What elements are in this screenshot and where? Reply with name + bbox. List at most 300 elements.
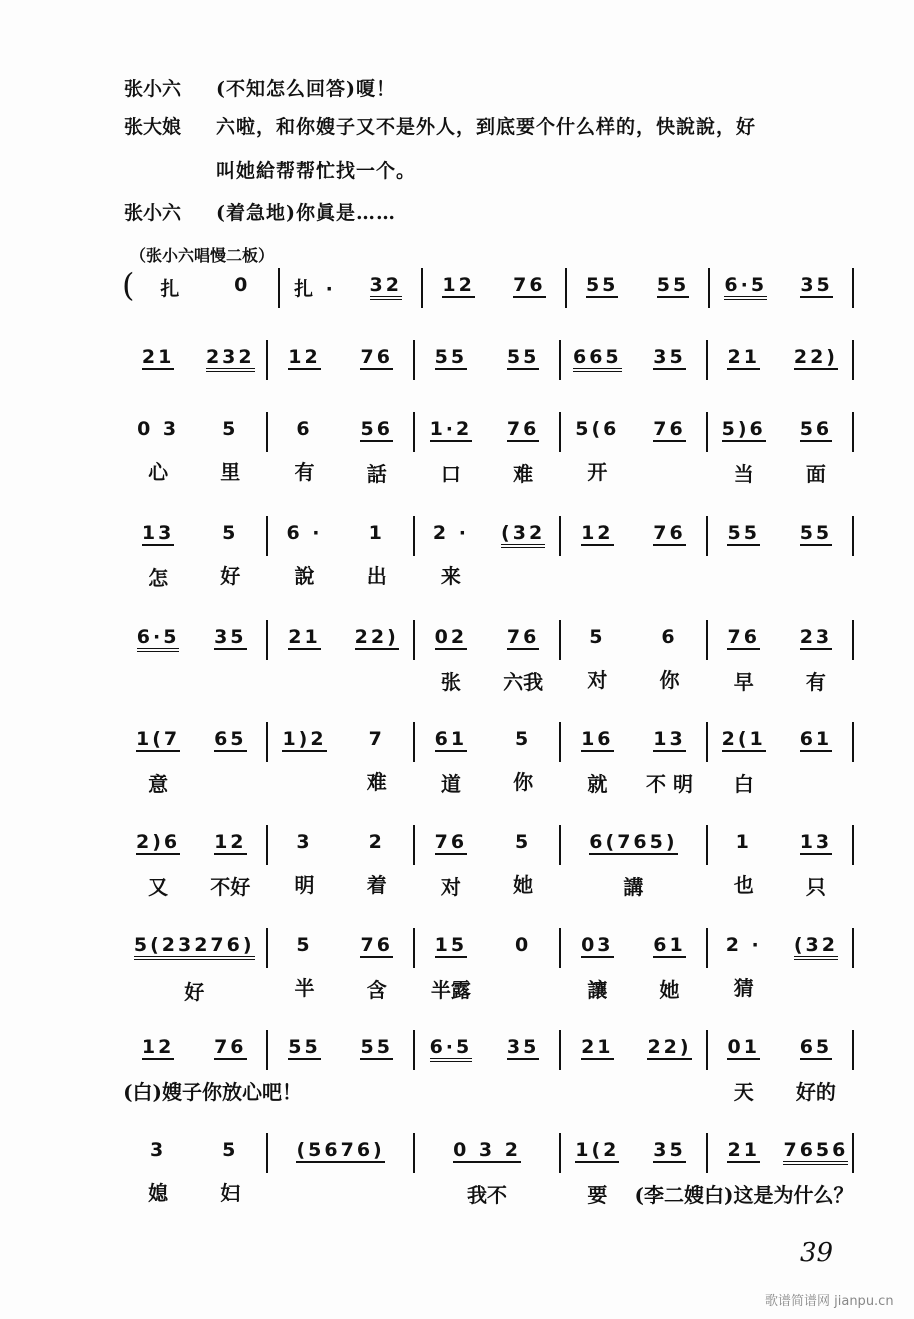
beat [270,516,340,588]
staff-line [122,1030,854,1104]
beat [452,1133,522,1207]
lyric: 来 [440,564,461,588]
beat [351,268,421,308]
note: 7656 [783,1133,848,1165]
beat [342,1030,412,1070]
speaker [124,156,216,183]
note: 2 · [725,934,762,956]
measure [280,268,424,308]
note: 12 [581,516,613,546]
lyric: 难 [513,462,534,486]
dialogue-text: (不知怎么回答)嗄！ [216,78,396,100]
note: (32 [501,516,545,548]
dialogue-line [124,198,396,225]
measure [268,928,414,1002]
beat [781,825,851,899]
measure [415,928,561,1002]
beat [635,340,705,380]
note: 55 [800,516,832,546]
beat [123,340,193,380]
measure [561,516,707,556]
lyric: 媳 [148,1181,169,1205]
dialogue-line [124,156,416,183]
measure [122,722,268,796]
beat [136,268,206,308]
watermark: 歌谱简谱网 jianpu.cn [765,1294,894,1309]
beat [195,1133,265,1205]
beat [638,268,708,308]
measure [708,722,854,796]
note: 02 [435,620,467,650]
beat [342,412,412,486]
speaker: 张小六 [124,78,182,100]
dialogue-text: (着急地)你眞是…… [216,202,396,224]
note: 6 · [286,522,323,544]
measure [708,928,854,1000]
beat [589,825,678,899]
note: 7 [368,728,385,750]
note: 21 [142,340,174,370]
measure [708,620,854,694]
lyric: 妇 [220,1181,241,1205]
note: 2 · [432,522,469,544]
note: 5 [222,1139,239,1161]
lyric: 口 [440,462,461,486]
beat [781,412,851,486]
note: 6 [661,626,678,648]
staff-row [122,928,854,1028]
note: 12 [288,340,320,370]
lyric: 当 [733,462,754,486]
measure [561,825,707,899]
note: 6·5 [724,268,767,300]
measure [708,825,854,899]
note: 232 [206,340,255,372]
lyric: 有 [805,670,826,694]
note: 22) [355,620,399,650]
note: 2)6 [136,825,180,855]
note: 35 [653,1133,685,1163]
beat [488,722,558,794]
measure [708,412,854,486]
lyric: 也 [733,873,754,897]
measure [268,1133,414,1173]
speaker: 张小六 [124,202,182,224]
beat [488,620,558,694]
note: 56 [360,412,392,442]
note: 5 [222,522,239,544]
measure [268,340,414,380]
note: 32 [370,268,402,300]
note: 2(1 [722,722,766,752]
note: 76 [513,268,545,298]
lyric: 不 明 [646,772,693,796]
beat [711,268,781,308]
measure [268,620,414,660]
beat [207,268,277,308]
staff-line [122,516,854,590]
measure [561,722,707,796]
beat [567,268,637,308]
lyric: 就 [587,772,608,796]
beat [280,268,350,308]
measure [268,516,414,588]
beat [488,928,558,968]
lyric: 半 [294,976,315,1000]
beat [416,340,486,380]
lyric: 我不 [467,1183,508,1207]
beat [709,516,779,556]
beat [709,928,779,1000]
measure [415,412,561,486]
measure [708,516,854,556]
lyric: 六我 [503,670,544,694]
note: 665 [573,340,622,372]
note: 3 [296,831,313,853]
beat [488,1030,558,1070]
note: 35 [214,620,246,650]
lyric: 你 [659,668,680,692]
lyric: 講 [623,875,644,899]
lyric: 白 [733,772,754,796]
note: 1·2 [430,412,473,442]
note: 61 [435,722,467,752]
note: 1 [368,522,385,544]
beat [195,722,265,762]
beat [416,412,486,486]
dialogue-line [124,74,396,101]
beat [709,825,779,897]
page-number: 39 [800,1238,834,1268]
beat [416,1030,486,1070]
measure [561,928,707,1002]
beat [562,1030,632,1070]
lyric: 你 [513,770,534,794]
note: 65 [214,722,246,752]
beat [270,825,340,897]
lyric: 出 [366,564,387,588]
beat [270,928,340,1000]
beat [270,412,340,484]
note: 6 [296,418,313,440]
dialogue-text: 六啦，和你嫂子又不是外人，到底要个什么样的，快說說，好 [216,116,757,138]
note: 5(23276) [134,928,255,960]
note: 55 [727,516,759,546]
measure [561,620,707,692]
lyric: 里 [220,460,241,484]
staff-line [122,412,854,486]
beat [123,516,193,590]
lyric: 怎 [148,566,169,590]
note: 22) [794,340,838,370]
dialogue-line [124,112,756,139]
beat [296,1133,385,1173]
beat [123,412,193,484]
beat [562,516,632,556]
beat [488,516,558,556]
lyric: (李二嫂白)这是为什么？ [634,1183,854,1207]
note: 13 [800,825,832,855]
note: 15 [435,928,467,958]
staff-line [122,825,854,899]
note: 0 [234,274,251,296]
dialogue-text: 叫她給帮帮忙找一个。 [216,160,417,182]
lyric: 有 [294,460,315,484]
beat [781,340,851,380]
beat [494,268,564,308]
beat [123,722,193,796]
beat [562,928,632,1002]
beat [342,928,412,1002]
lyric: (白)嫂子你放心吧！ [123,1080,303,1104]
lyric: 不好 [210,875,251,899]
beat [781,1030,851,1104]
measure [122,1030,303,1104]
lyric: 意 [148,772,169,796]
singing-cue: （张小六唱慢二板） [130,246,275,265]
staff-line [122,722,854,796]
measure [415,1030,561,1070]
note: 76 [360,928,392,958]
note: 5 [514,831,532,853]
note: 03 [581,928,613,958]
lyric: 要 [587,1183,608,1207]
beat [635,722,705,796]
beat [133,928,255,1004]
beat [342,516,412,588]
lyric: 只 [805,875,826,899]
measure [268,722,414,794]
lyric: 她 [659,978,680,1002]
note: 55 [507,340,539,370]
note: 35 [653,340,685,370]
beat [270,1030,340,1070]
beat [123,1133,193,1205]
beat [195,340,265,380]
note: 5 [589,626,606,648]
beat [416,825,486,899]
lyric: 明 [294,873,315,897]
measure [122,412,268,484]
beat [562,412,632,484]
measure [122,516,268,590]
measure [136,268,280,308]
beat [195,516,265,588]
beat [195,825,265,899]
note: 35 [507,1030,539,1060]
note: 6·5 [430,1030,473,1062]
note: 2 [368,831,385,853]
beat [424,268,494,308]
note: 76 [653,412,685,442]
beat [635,412,705,452]
beat [562,620,632,692]
beat [562,722,632,796]
measure [708,340,854,380]
lyric: 早 [733,670,754,694]
beat [635,516,705,556]
note: 6·5 [137,620,180,652]
note: 61 [800,722,832,752]
note: 12 [442,268,474,298]
measure [268,1030,414,1070]
note: 5 [514,728,532,750]
measure [415,516,561,588]
staff-row [122,516,854,616]
measure [122,340,268,380]
beat [562,340,632,380]
note: 61 [653,928,685,958]
staff-row [122,412,854,512]
lyric: 半露 [430,978,471,1002]
note: 1)2 [282,722,326,752]
beat [342,825,412,897]
beat [416,722,486,796]
beat [416,620,486,694]
note: (5676) [296,1133,384,1163]
beat [416,928,486,1002]
beat [195,1030,265,1070]
note: 55 [360,1030,392,1060]
note: 扎 [160,278,183,300]
lyric: 开 [587,460,608,484]
note: 扎 · [294,278,336,300]
note: 0 3 2 [453,1133,521,1163]
lyric: 猜 [733,976,754,1000]
beat [195,412,265,484]
measure [567,268,711,308]
note: 1(2 [575,1133,619,1163]
note: 21 [288,620,320,650]
measure [561,340,707,380]
note: 21 [581,1030,613,1060]
measure [708,1030,854,1104]
note: (32 [794,928,838,960]
note: 5 [296,934,313,956]
lyric: 好的 [795,1080,836,1104]
lyric: 天 [733,1080,754,1104]
beat [635,1030,705,1070]
beat [488,825,558,897]
beat [709,340,779,380]
beat [342,340,412,380]
measure [122,620,268,660]
note: 12 [214,825,246,855]
note: 35 [800,268,832,298]
beat [781,1133,851,1173]
beat [709,722,779,796]
staff-row [122,825,854,925]
note: 5(6 [575,418,620,440]
staff-line [122,1133,854,1207]
measure [415,620,561,694]
lyric: 話 [366,462,387,486]
beat [488,340,558,380]
note: 5)6 [722,412,766,442]
note: 3 [149,1139,167,1161]
measure [268,825,414,897]
note: 0 [514,934,532,956]
beat [342,722,412,794]
note: 76 [653,516,685,546]
staff-row [122,1133,854,1233]
note: 76 [507,412,539,442]
lyric: 难 [366,770,387,794]
lyric: 对 [440,875,461,899]
note: 21 [727,340,759,370]
staff-row [122,620,854,720]
beat [635,928,705,1002]
lyric: 又 [148,875,169,899]
measure [423,268,567,308]
staff-row [122,1030,854,1130]
beat [709,1030,779,1104]
staff-line [122,268,854,308]
beat [562,1133,632,1207]
lyric: 含 [366,978,387,1002]
staff-line [122,620,854,694]
measure [122,825,268,899]
note: 65 [800,1030,832,1060]
lyric: 心 [148,460,169,484]
staff-row [122,722,854,822]
note: 76 [507,620,539,650]
beat [635,620,705,692]
lyric: 对 [587,668,608,692]
note: 55 [288,1030,320,1060]
note: 55 [586,268,618,298]
beat [270,722,340,762]
lyric: 好 [184,980,205,1004]
lyric: 她 [513,873,534,897]
speaker: 张大娘 [124,116,182,138]
beat [195,620,265,660]
note: 21 [727,1133,759,1163]
measure [268,412,414,486]
note: 56 [800,412,832,442]
measure [122,1133,268,1205]
lyric: 讓 [587,978,608,1002]
beat [781,722,851,762]
note: 76 [360,340,392,370]
measure [708,1133,854,1173]
note: 22) [647,1030,691,1060]
note: 1 [735,831,752,853]
measure [415,1133,561,1207]
beat [416,516,486,588]
lyric: 着 [366,873,387,897]
beat [123,825,193,899]
staff-line [122,928,854,1004]
note: 1(7 [136,722,180,752]
lyric: 张 [440,670,461,694]
measure [710,268,854,308]
beat [781,928,851,968]
beat [709,620,779,694]
beat [488,412,558,486]
note: 5 [222,418,239,440]
beat [782,268,852,308]
measure [415,722,561,796]
note: 12 [142,1030,174,1060]
beat [781,620,851,694]
beat [270,620,340,660]
note: 76 [435,825,467,855]
note: 6(765) [589,825,677,855]
note: 55 [435,340,467,370]
measure [415,825,561,899]
note: 76 [214,1030,246,1060]
